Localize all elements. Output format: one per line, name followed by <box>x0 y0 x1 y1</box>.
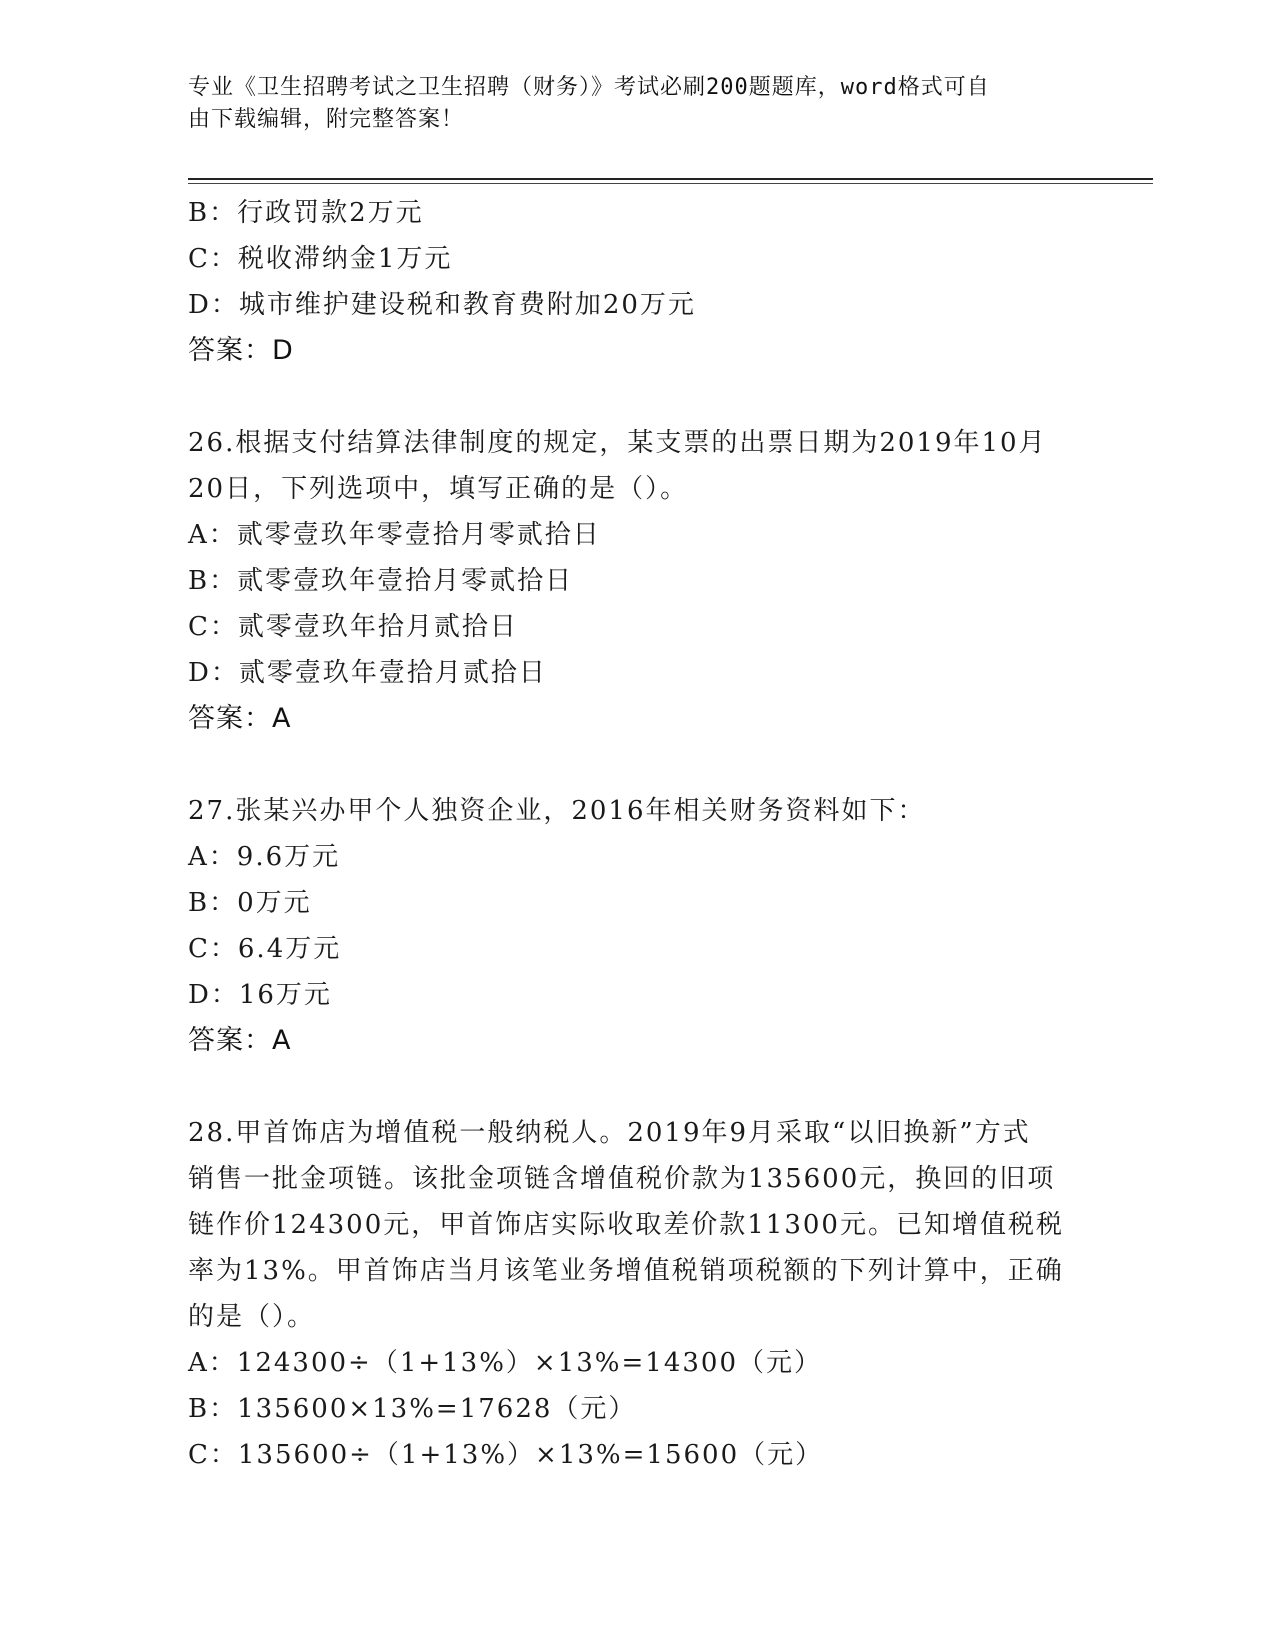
option-a: A：9.6万元 <box>188 842 341 872</box>
option-d: D：贰零壹玖年壹拾月贰拾日 <box>188 658 547 688</box>
question-stem: 链作价124300元，甲首饰店实际收取差价款11300元。已知增值税税 <box>188 1210 1064 1240</box>
header-line-1: 专业《卫生招聘考试之卫生招聘（财务）》考试必刷200题题库，word格式可自 <box>188 75 990 100</box>
spacer <box>188 374 1088 420</box>
option-b: B：135600×13%=17628（元） <box>188 1394 637 1424</box>
option-b: B：行政罚款2万元 <box>188 198 424 228</box>
question-stem: 27.张某兴办甲个人独资企业，2016年相关财务资料如下： <box>188 796 926 826</box>
answer-line: 答案：D <box>188 335 294 366</box>
option-b: B：贰零壹玖年壹拾月零贰拾日 <box>188 566 574 596</box>
question-stem: 20日，下列选项中，填写正确的是（）。 <box>188 474 689 504</box>
option-c: C：135600÷（1+13%）×13%=15600（元） <box>188 1440 824 1470</box>
question-26 <box>188 420 1088 742</box>
question-27 <box>188 788 1088 1064</box>
document-body <box>188 190 1088 1478</box>
spacer <box>188 742 1088 788</box>
question-stem: 26.根据支付结算法律制度的规定，某支票的出票日期为2019年10月 <box>188 428 1047 458</box>
spacer <box>188 1064 1088 1110</box>
option-d: D：城市维护建设税和教育费附加20万元 <box>188 290 696 320</box>
option-a: A：124300÷（1+13%）×13%=14300（元） <box>188 1348 822 1378</box>
question-stem: 的是（）。 <box>188 1302 316 1332</box>
header-divider <box>188 178 1153 180</box>
option-c: C：贰零壹玖年拾月贰拾日 <box>188 612 518 642</box>
answer-line: 答案：A <box>188 1025 292 1056</box>
option-c: C：6.4万元 <box>188 934 342 964</box>
question-stem: 销售一批金项链。该批金项链含增值税价款为135600元，换回的旧项 <box>188 1164 1056 1194</box>
header-divider-thin <box>188 183 1153 184</box>
option-d: D：16万元 <box>188 980 332 1010</box>
question-stem: 率为13%。甲首饰店当月该笔业务增值税销项税额的下列计算中，正确 <box>188 1256 1064 1286</box>
answer-line: 答案：A <box>188 703 292 734</box>
option-a: A：贰零壹玖年零壹拾月零贰拾日 <box>188 520 601 550</box>
question-25-continued <box>188 190 1088 374</box>
question-stem: 28.甲首饰店为增值税一般纳税人。2019年9月采取“以旧换新”方式 <box>188 1118 1031 1148</box>
header-line-2: 由下载编辑，附完整答案！ <box>188 107 465 132</box>
option-c: C：税收滞纳金1万元 <box>188 244 453 274</box>
question-28 <box>188 1110 1088 1478</box>
option-b: B：0万元 <box>188 888 312 918</box>
document-header <box>188 72 1088 136</box>
